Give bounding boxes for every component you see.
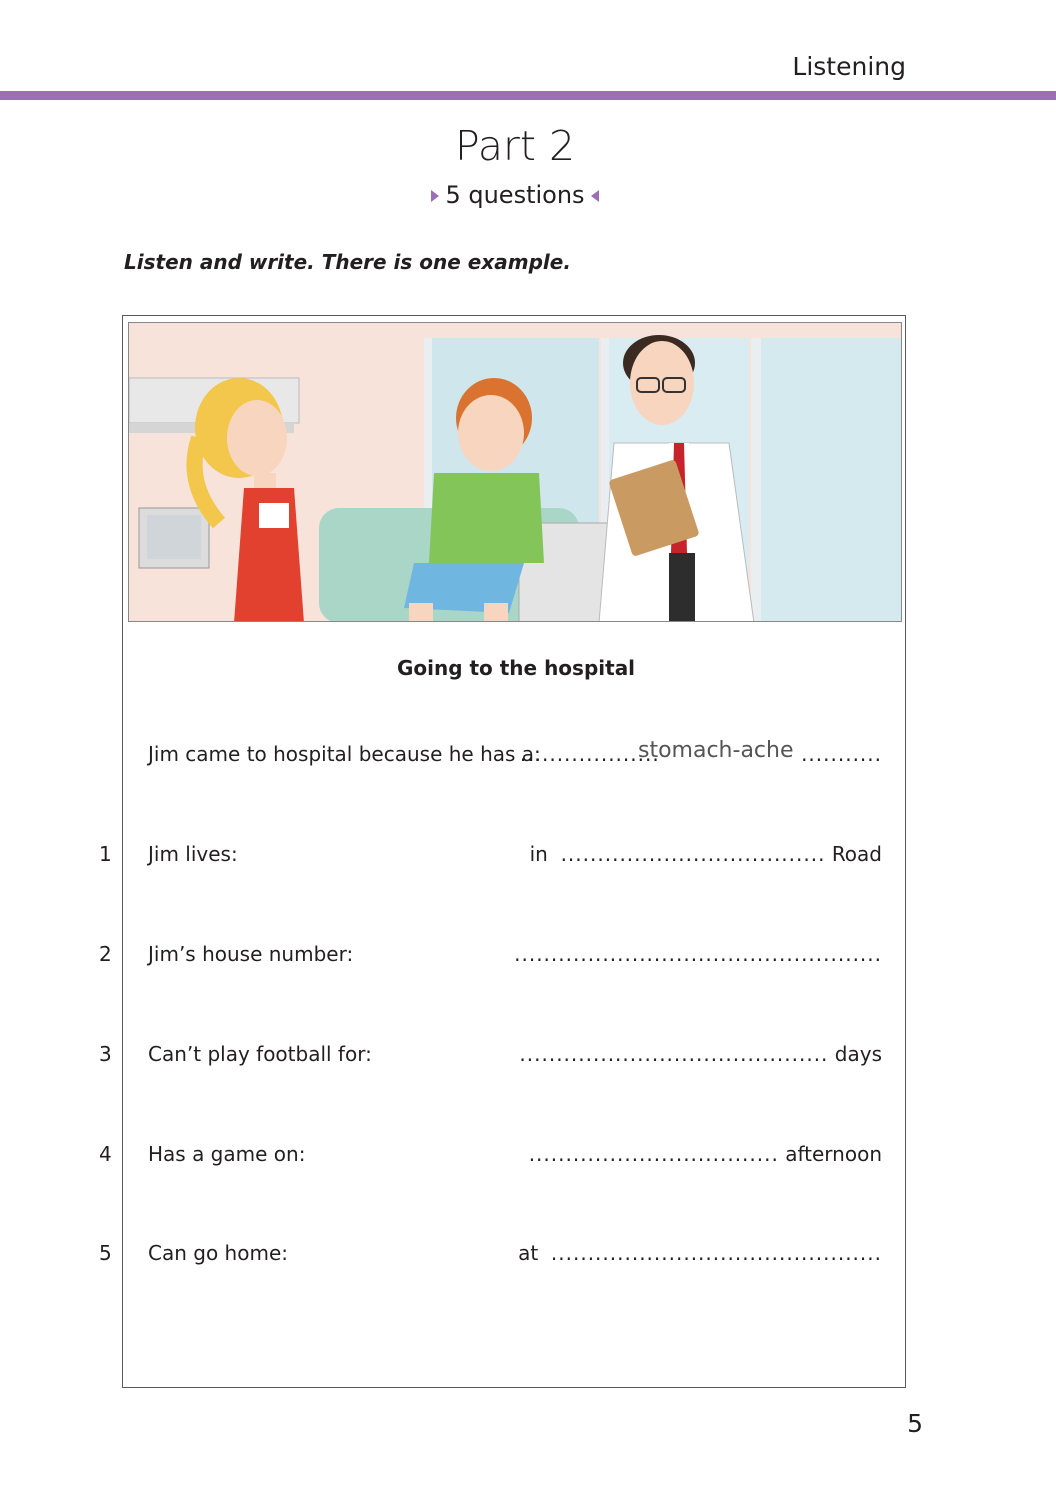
answer-suffix: Road — [831, 842, 882, 866]
question-count: 5 questions — [445, 181, 585, 209]
answer-field[interactable] — [518, 1241, 882, 1265]
question-label: Can’t play football for: — [148, 1042, 372, 1066]
answer-field[interactable] — [530, 842, 882, 866]
question-number: 5 — [99, 1241, 112, 1265]
answer-prefix: in — [529, 842, 548, 866]
question-number: 4 — [99, 1142, 112, 1166]
dots: ................... — [519, 742, 660, 766]
section-label: Listening — [792, 52, 906, 81]
example-label: Jim came to hospital because he has a: — [148, 742, 541, 766]
answer-prefix: at — [518, 1241, 539, 1265]
part-subtitle — [0, 181, 1030, 209]
question-label: Can go home: — [148, 1241, 288, 1265]
answer-field[interactable] — [519, 1042, 882, 1066]
answer-field[interactable] — [529, 1142, 882, 1166]
page-number: 5 — [907, 1409, 923, 1438]
question-number: 3 — [99, 1042, 112, 1066]
triangle-left-icon — [591, 190, 599, 202]
box-title: Going to the hospital — [396, 656, 636, 680]
question-number: 1 — [99, 842, 112, 866]
hospital-scene-illustration — [128, 322, 902, 622]
dots: .......................................... — [519, 1042, 829, 1066]
answer-suffix: afternoon — [785, 1142, 882, 1166]
instructions: Listen and write. There is one example. — [124, 250, 571, 274]
header-divider — [0, 91, 1056, 100]
dots: .................................. — [528, 1142, 779, 1166]
answer-suffix: days — [834, 1042, 882, 1066]
answer-field[interactable] — [514, 942, 882, 966]
example-answer: stomach-ache — [638, 738, 794, 763]
dots: .................................... — [560, 842, 826, 866]
question-label: Jim lives: — [148, 842, 238, 866]
triangle-right-icon — [431, 190, 439, 202]
part-title: Part 2 — [454, 122, 576, 170]
question-number: 2 — [99, 942, 112, 966]
dots: .................................................. — [514, 942, 882, 966]
dots: ............................................. — [550, 1241, 882, 1265]
question-label: Jim’s house number: — [148, 942, 354, 966]
question-label: Has a game on: — [148, 1142, 306, 1166]
dots: ........... — [801, 742, 882, 766]
